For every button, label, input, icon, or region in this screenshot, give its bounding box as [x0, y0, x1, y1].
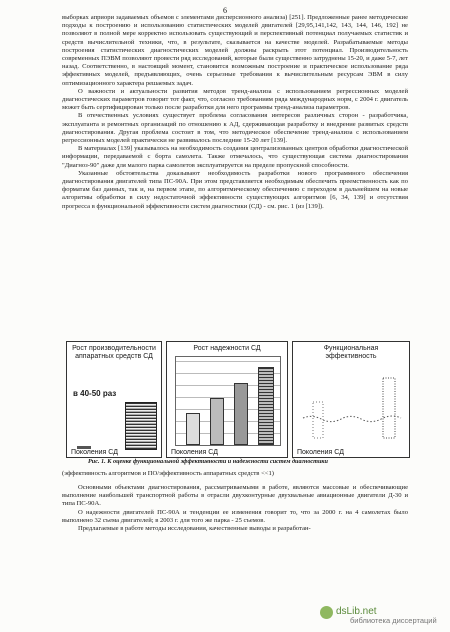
chart-panel-functional-efficiency: [292, 341, 410, 458]
bar: [210, 398, 224, 445]
figure-caption: Рис. 1. К оценке функциональной эффективности и надежности систем диагностики: [88, 458, 328, 465]
watermark-subtitle: библиотека диссертаций: [350, 616, 437, 625]
paragraph: Предлагаемые в работе методы исследования, качественные выводы и разработан-: [78, 525, 311, 533]
panel-title: Рост надежности СД: [193, 345, 261, 352]
axis-label: Поколения СД: [71, 449, 118, 456]
axis-label: Поколения СД: [171, 449, 218, 456]
chart-grid: [175, 356, 281, 446]
bar: [186, 413, 200, 445]
paragraph: В материалах [139] указывалось на необходимость создания централизованных центров обработки диагностической информации, передаваемой с борта самолета. Также отмечалось, что существующая система диагностирования "Диагноз-90" даже для малого парка самолетов эксплуатируется на пределе пропускной способности.: [62, 145, 408, 169]
paragraph: О важности и актуальности развития методов тренд-анализа с использованием регрессионных моделей диагностических параметров говорит тот факт, что, согласно требованиям ряда международных норм, с 2004 г. двигатель может быть сертифицирован только после разработки для него программы тренд-анализа параметров.: [62, 87, 408, 112]
chart-panel-hardware-performance: [66, 341, 162, 458]
panel-title: Рост производительности аппаратных средств СД: [72, 345, 156, 360]
bar-new-generation: [125, 402, 157, 450]
watermark-logo-icon: [320, 606, 333, 619]
paragraph: В отечественных условиях существует проблема согласования интересов различных сторон - разработчика, эксплуатанта и ремонтных организаций по отношению к АД, сдерживающая разработку и внедрение развитых средств диагностирования. Другая проблема состоит в том, что методическое обеспечение тренд-анализа с использованием регрессионных моделей практически не развивалось последние 15-20 лет [139].: [62, 112, 408, 145]
body-text-bottom: [62, 484, 408, 533]
bar: [234, 383, 248, 445]
figure-1: [66, 341, 408, 469]
growth-badge: в 40-50 раз: [73, 389, 117, 398]
page-number: 6: [223, 6, 227, 15]
chart-panel-reliability: [166, 341, 288, 458]
watermark-brand: dsLib.net: [336, 606, 377, 617]
axis-label: Поколения СД: [297, 449, 344, 456]
paragraph: Основными объектами диагностирования, рассматриваемыми в работе, являются массовые и обеспечивающие выполнение наибольшей транспортной работы в отрасли двухконтурные двухвальные авиационные двигатели Д-30 и типа ПС-90А.: [62, 484, 408, 508]
figure-formula: (эффективность алгоритмов и ПО/эффективность аппаратных средств <<1): [62, 470, 274, 477]
body-text-top: [62, 14, 408, 211]
paragraph: Указанные обстоятельства доказывают необходимость разработки нового программного обеспечения диагностирования двигателей типа ПС-90А. При этом представляется необходимым обеспечить преемственность как по форматам баз данных, так и, на первом этапе, по алгоритмическому обеспечению с переходом в дальнейшем на новые алгоритмы обработки в силу недостаточной эффективности существующих алгоритмов [6, 34, 139] и отсутствия прогресса в функциональной эффективности систем диагностики (СД) - см. рис. 1 (из [139]).: [62, 169, 408, 210]
panel-title: Функциональная эффективность: [323, 345, 379, 360]
dotted-trend-line: [293, 342, 409, 457]
bar: [258, 367, 274, 445]
paragraph: О надежности двигателей ПС-90А и тенденции ее изменения говорит то, что за 2000 г. на 4 самолетах было выполнено 32 съема двигателей; в 2003 г. для того же парка - 25 съемов.: [62, 508, 408, 524]
paragraph: выборках априори задаваемых объемов с элементами дисперсионного анализа) [251]. Предложенные ранее методические подходы к построению и использованию статистических моделей двигателей [29,95,141,142, 143, 144, 146, 192] не позволяют в полной мере корректно использовать существующий и перспективный потенциал получаемых статистик и средств вычислительной техники, что, в результате, сказывается на качестве моделей. Разрабатываемые методы построения статистических диагностических моделей должны раскрыть этот потенциал. Производительность современных ПЭВМ позволяют провести ряд исследований, которые были существенно затруднены 15-20, и даже 5-7, лет назад. Соответственно, в настоящий момент, становится возможным построение и практическое использование ряда эффективных моделей, предъявляющих, очень серьезные требования к вычислительным ресурсам ЭВМ в силу оптимизационного характера решаемых задач.: [62, 14, 408, 87]
watermark: [336, 606, 437, 625]
